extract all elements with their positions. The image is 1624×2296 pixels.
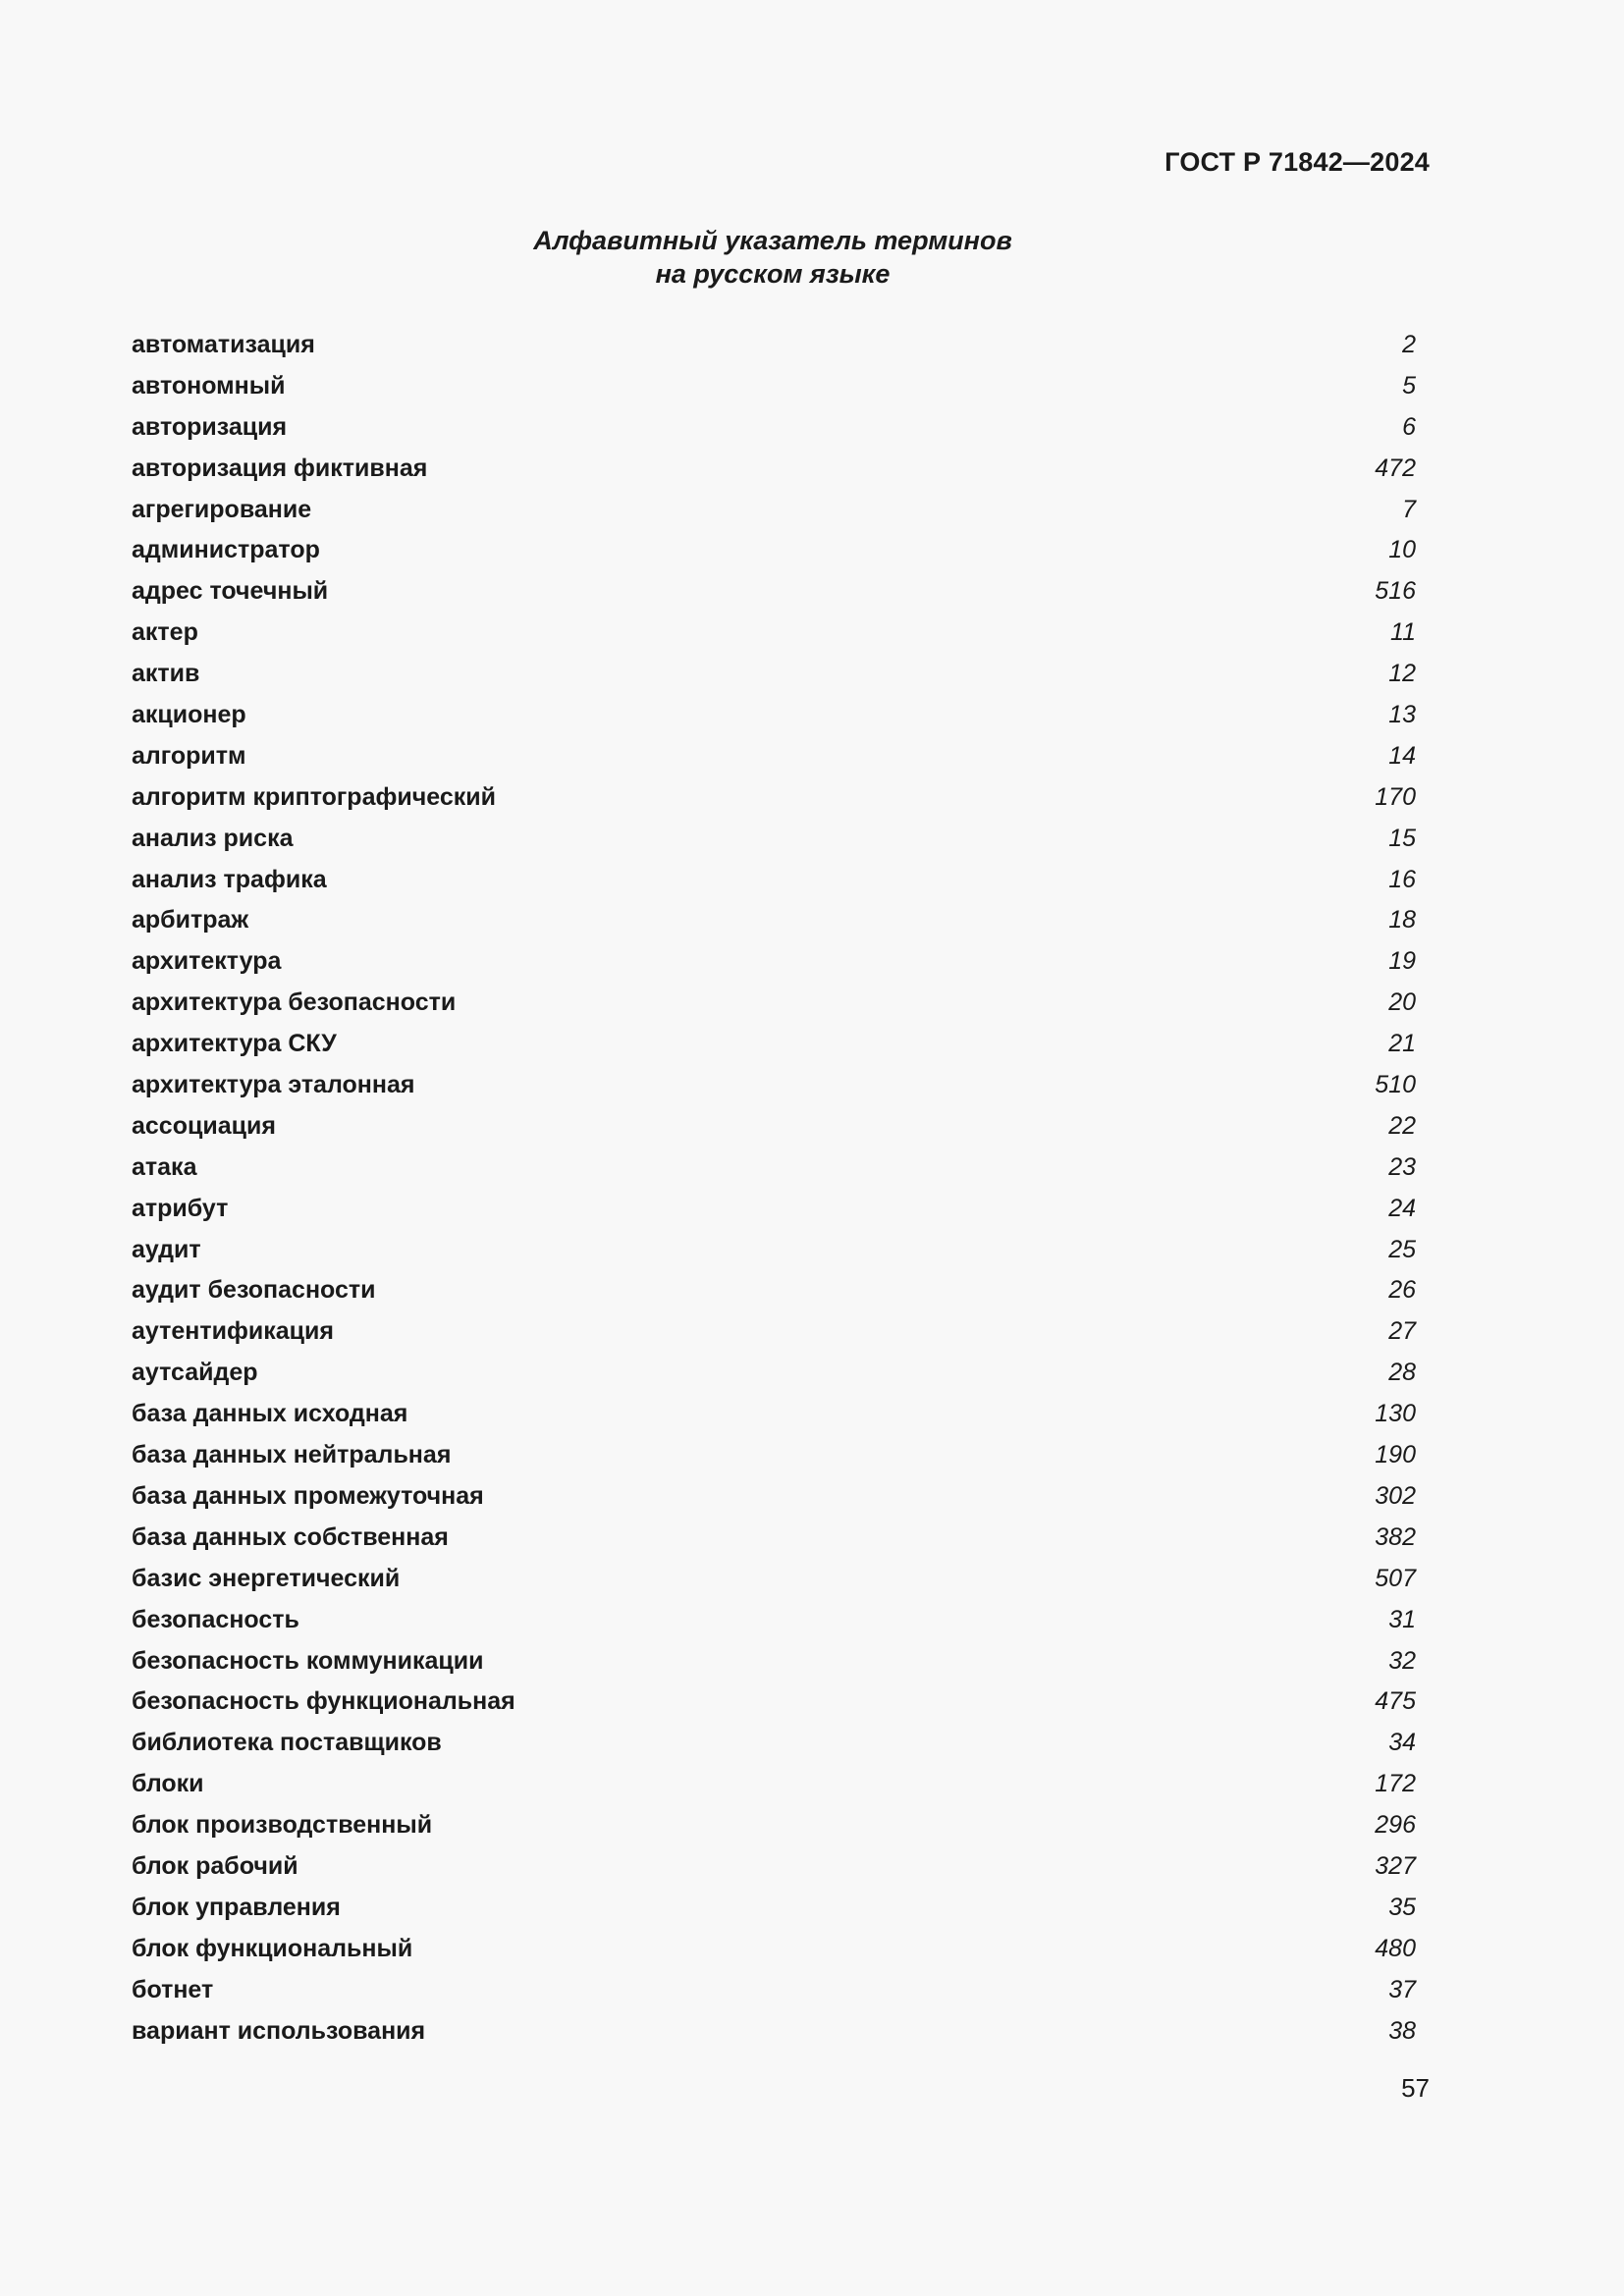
term-number: 20 (1388, 988, 1416, 1017)
term-number: 19 (1388, 947, 1416, 976)
term-entry (132, 947, 1416, 988)
term-entry (132, 1935, 1416, 1976)
term-name: архитектура безопасности (132, 988, 457, 1017)
term-entry (132, 783, 1416, 825)
term-name: автоматизация (132, 331, 315, 358)
term-name: агрегирование (132, 495, 312, 523)
term-entry (132, 1030, 1416, 1071)
document-code: ГОСТ Р 71842—2024 (1164, 147, 1430, 177)
term-entry (132, 1523, 1416, 1565)
term-number: 32 (1388, 1646, 1416, 1675)
term-number: 38 (1388, 2016, 1416, 2045)
term-number: 510 (1375, 1071, 1416, 1099)
term-number: 15 (1388, 824, 1416, 852)
term-entry (132, 1770, 1416, 1811)
term-entry (132, 1400, 1416, 1441)
term-number: 28 (1388, 1359, 1416, 1387)
term-name: безопасность коммуникации (132, 1646, 484, 1675)
term-index-list (132, 331, 1416, 2057)
term-name: блок производственный (132, 1811, 433, 1840)
index-title-line-1: Алфавитный указатель терминов (533, 226, 1012, 255)
term-entry (132, 1811, 1416, 1852)
term-number: 516 (1375, 577, 1416, 606)
term-name: автономный (132, 371, 286, 400)
term-entry (132, 825, 1416, 866)
page-number: 57 (1401, 2073, 1430, 2103)
term-name: архитектура СКУ (132, 1030, 337, 1058)
term-entry (132, 1482, 1416, 1523)
term-entry (132, 660, 1416, 701)
term-number: 11 (1390, 618, 1416, 647)
term-name: аудит (132, 1235, 201, 1263)
term-name: база данных промежуточная (132, 1481, 484, 1510)
term-number: 25 (1388, 1235, 1416, 1263)
term-entry (132, 536, 1416, 577)
term-name: актер (132, 618, 198, 647)
term-number: 31 (1388, 1605, 1416, 1633)
term-number: 23 (1388, 1152, 1416, 1181)
term-number: 34 (1388, 1729, 1416, 1757)
term-name: актив (132, 660, 200, 688)
term-number: 22 (1388, 1111, 1416, 1140)
term-entry (132, 988, 1416, 1030)
index-title-line-2: на русском языке (655, 259, 891, 289)
term-name: блоки (132, 1770, 204, 1798)
term-number: 172 (1375, 1770, 1416, 1798)
term-entry (132, 1606, 1416, 1647)
term-number: 16 (1388, 865, 1416, 893)
term-number: 6 (1402, 412, 1416, 441)
term-entry (132, 906, 1416, 947)
term-number: 26 (1388, 1276, 1416, 1305)
term-name: блок функциональный (132, 1934, 413, 1962)
term-number: 327 (1375, 1851, 1416, 1880)
term-number: 2 (1402, 331, 1416, 358)
term-entry (132, 496, 1416, 537)
term-name: авторизация фиктивная (132, 454, 428, 482)
term-name: базис энергетический (132, 1564, 401, 1592)
term-number: 10 (1388, 536, 1416, 564)
term-name: администратор (132, 536, 320, 564)
term-entry (132, 1729, 1416, 1770)
term-name: ботнет (132, 1975, 214, 2003)
term-number: 507 (1375, 1564, 1416, 1592)
term-name: арбитраж (132, 906, 249, 934)
term-name: блок рабочий (132, 1851, 298, 1880)
term-number: 18 (1388, 906, 1416, 934)
term-entry (132, 1236, 1416, 1277)
term-entry (132, 866, 1416, 907)
term-number: 12 (1388, 660, 1416, 688)
term-entry (132, 577, 1416, 618)
term-entry (132, 1976, 1416, 2017)
term-name: база данных исходная (132, 1400, 408, 1428)
term-name: адрес точечный (132, 577, 329, 606)
term-entry (132, 1195, 1416, 1236)
term-name: база данных нейтральная (132, 1441, 452, 1469)
term-name: база данных собственная (132, 1522, 449, 1551)
term-entry (132, 618, 1416, 660)
term-entry (132, 1153, 1416, 1195)
term-number: 7 (1402, 495, 1416, 523)
term-entry (132, 1112, 1416, 1153)
term-name: алгоритм (132, 741, 246, 770)
term-entry (132, 1441, 1416, 1482)
term-number: 302 (1375, 1481, 1416, 1510)
term-number: 13 (1388, 701, 1416, 729)
term-entry (132, 1647, 1416, 1688)
term-name: архитектура (132, 947, 282, 976)
term-name: библиотека поставщиков (132, 1729, 442, 1757)
term-entry (132, 742, 1416, 783)
term-number: 24 (1388, 1194, 1416, 1222)
term-entry (132, 1317, 1416, 1359)
term-number: 480 (1375, 1934, 1416, 1962)
term-number: 21 (1388, 1030, 1416, 1058)
term-name: вариант использования (132, 2016, 426, 2045)
term-entry (132, 413, 1416, 454)
term-name: блок управления (132, 1893, 341, 1921)
term-number: 190 (1375, 1441, 1416, 1469)
term-name: безопасность (132, 1605, 299, 1633)
term-entry (132, 1565, 1416, 1606)
term-name: акционер (132, 701, 246, 729)
term-entry (132, 1276, 1416, 1317)
term-number: 37 (1388, 1975, 1416, 2003)
term-entry (132, 1359, 1416, 1400)
term-name: атака (132, 1152, 197, 1181)
term-number: 296 (1375, 1811, 1416, 1840)
term-entry (132, 372, 1416, 413)
term-entry (132, 1687, 1416, 1729)
term-name: анализ риска (132, 824, 294, 852)
term-name: аутентификация (132, 1317, 334, 1346)
term-number: 475 (1375, 1687, 1416, 1716)
term-name: безопасность функциональная (132, 1687, 515, 1716)
term-name: анализ трафика (132, 865, 327, 893)
term-entry (132, 1894, 1416, 1935)
term-number: 27 (1388, 1317, 1416, 1346)
term-entry (132, 701, 1416, 742)
term-entry (132, 1071, 1416, 1112)
term-name: алгоритм криптографический (132, 782, 496, 811)
term-entry (132, 331, 1416, 372)
term-number: 382 (1375, 1522, 1416, 1551)
term-number: 35 (1388, 1893, 1416, 1921)
term-name: атрибут (132, 1194, 229, 1222)
term-entry (132, 1852, 1416, 1894)
term-number: 170 (1375, 782, 1416, 811)
term-entry (132, 454, 1416, 496)
term-number: 14 (1388, 741, 1416, 770)
term-number: 472 (1375, 454, 1416, 482)
term-name: аутсайдер (132, 1359, 258, 1387)
term-name: авторизация (132, 412, 288, 441)
term-entry (132, 2017, 1416, 2058)
term-name: ассоциация (132, 1111, 276, 1140)
index-title (0, 224, 1545, 291)
term-name: архитектура эталонная (132, 1071, 415, 1099)
term-number: 130 (1375, 1400, 1416, 1428)
term-number: 5 (1402, 371, 1416, 400)
term-name: аудит безопасности (132, 1276, 376, 1305)
